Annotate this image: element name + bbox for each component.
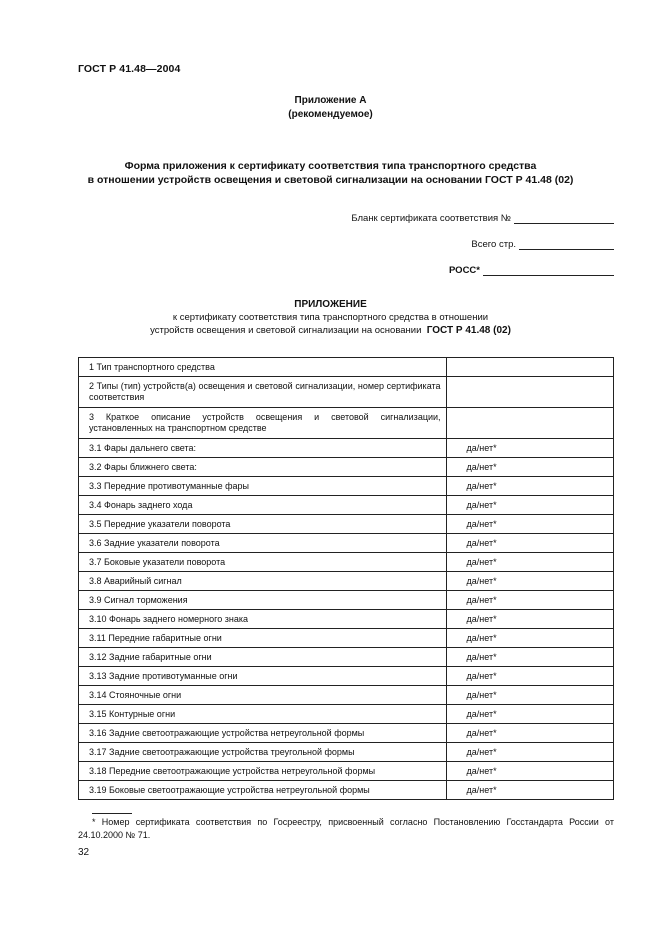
total-pages-field	[351, 236, 614, 250]
total-pages-line	[519, 238, 614, 250]
row-value: да/нет*	[446, 534, 613, 553]
subtitle-line-2	[0, 324, 661, 337]
table-row	[79, 781, 614, 800]
table-row	[79, 724, 614, 743]
row-label: 3.10 Фонарь заднего номерного знака	[79, 610, 447, 629]
table-row	[79, 705, 614, 724]
table-row	[79, 515, 614, 534]
table-row	[79, 439, 614, 458]
row-value	[446, 408, 613, 439]
table-row	[79, 496, 614, 515]
row-label: 3.9 Сигнал торможения	[79, 591, 447, 610]
appendix-subtitle	[0, 298, 661, 337]
row-label: 3.14 Стояночные огни	[79, 686, 447, 705]
row-value: да/нет*	[446, 515, 613, 534]
row-value: да/нет*	[446, 591, 613, 610]
table-row	[79, 477, 614, 496]
ross-line	[483, 264, 614, 276]
appendix-label: Приложение А	[294, 95, 367, 106]
row-label: 3.16 Задние светоотражающие устройства нетреугольной формы	[79, 724, 447, 743]
table-row	[79, 610, 614, 629]
table-row	[79, 686, 614, 705]
row-label: 3.3 Передние противотуманные фары	[79, 477, 447, 496]
total-pages-label: Всего стр.	[471, 239, 516, 250]
row-value: да/нет*	[446, 686, 613, 705]
appendix-heading	[0, 94, 661, 122]
row-label: 3.12 Задние габаритные огни	[79, 648, 447, 667]
subtitle-line-1: к сертификату соответствия типа транспортного средства в отношении	[172, 312, 489, 323]
row-label: 3.17 Задние светоотражающие устройства треугольной формы	[79, 743, 447, 762]
page-number: 32	[78, 847, 90, 858]
table-row	[79, 572, 614, 591]
appendix-status: (рекомендуемое)	[288, 109, 373, 120]
table-row	[79, 408, 614, 439]
row-value: да/нет*	[446, 477, 613, 496]
row-label: 3.1 Фары дальнего света:	[79, 439, 447, 458]
blank-number-field	[351, 210, 614, 224]
row-label: 3.13 Задние противотуманные огни	[79, 667, 447, 686]
row-label: 1 Тип транспортного средства	[79, 358, 447, 377]
row-value: да/нет*	[446, 439, 613, 458]
row-value: да/нет*	[446, 458, 613, 477]
row-label: 3.5 Передние указатели поворота	[79, 515, 447, 534]
subtitle-line-2-text: устройств освещения и световой сигнализации на основании	[150, 325, 422, 336]
row-value: да/нет*	[446, 572, 613, 591]
table-row	[79, 553, 614, 572]
row-label: 3.15 Контурные огни	[79, 705, 447, 724]
certificate-fields	[351, 210, 614, 288]
row-value: да/нет*	[446, 629, 613, 648]
table-row	[79, 358, 614, 377]
row-value: да/нет*	[446, 762, 613, 781]
footnote: * Номер сертификата соответствия по Госреестру, присвоенный согласно Постановлению Госстандарта России от 24.10.2000 № 71.	[78, 817, 614, 840]
certificate-table	[78, 357, 614, 800]
table-row	[79, 743, 614, 762]
row-value: да/нет*	[446, 705, 613, 724]
table-row	[79, 648, 614, 667]
row-value: да/нет*	[446, 496, 613, 515]
row-value: да/нет*	[446, 781, 613, 800]
table-row	[79, 629, 614, 648]
blank-number-label: Бланк сертификата соответствия №	[351, 213, 511, 224]
row-value: да/нет*	[446, 648, 613, 667]
row-label: 3.6 Задние указатели поворота	[79, 534, 447, 553]
table-row	[79, 762, 614, 781]
row-value: да/нет*	[446, 724, 613, 743]
ross-label: РОСС*	[448, 265, 480, 276]
row-label: 2 Типы (тип) устройств(а) освещения и световой сигнализации, номер сертификата соответствия	[79, 377, 447, 408]
row-value: да/нет*	[446, 667, 613, 686]
form-title-line-2: в отношении устройств освещения и световой сигнализации на основании ГОСТ Р 41.48 (02)	[87, 174, 574, 186]
row-label: 3.11 Передние габаритные огни	[79, 629, 447, 648]
row-label: 3.2 Фары ближнего света:	[79, 458, 447, 477]
row-label: 3 Краткое описание устройств освещения и световой сигнализации, установленных на транспортном средстве	[79, 408, 447, 439]
row-label: 3.7 Боковые указатели поворота	[79, 553, 447, 572]
row-label: 3.19 Боковые светоотражающие устройства нетреугольной формы	[79, 781, 447, 800]
row-value: да/нет*	[446, 610, 613, 629]
row-value: да/нет*	[446, 553, 613, 572]
blank-number-line	[514, 212, 614, 224]
document-header: ГОСТ Р 41.48—2004	[78, 63, 181, 75]
row-label: 3.18 Передние светоотражающие устройства нетреугольной формы	[79, 762, 447, 781]
subtitle-title: ПРИЛОЖЕНИЕ	[294, 299, 367, 310]
row-value: да/нет*	[446, 743, 613, 762]
table-row	[79, 534, 614, 553]
subtitle-standard: ГОСТ Р 41.48 (02)	[426, 325, 511, 336]
table-row	[79, 458, 614, 477]
table-row	[79, 377, 614, 408]
ross-field	[351, 262, 614, 276]
table-row	[79, 667, 614, 686]
row-value	[446, 358, 613, 377]
table-row	[79, 591, 614, 610]
certificate-table-body	[79, 358, 614, 800]
form-title	[0, 159, 661, 187]
footnote-separator	[92, 813, 132, 814]
form-title-line-1: Форма приложения к сертификату соответствия типа транспортного средства	[124, 160, 537, 172]
row-label: 3.8 Аварийный сигнал	[79, 572, 447, 591]
row-value	[446, 377, 613, 408]
row-label: 3.4 Фонарь заднего хода	[79, 496, 447, 515]
